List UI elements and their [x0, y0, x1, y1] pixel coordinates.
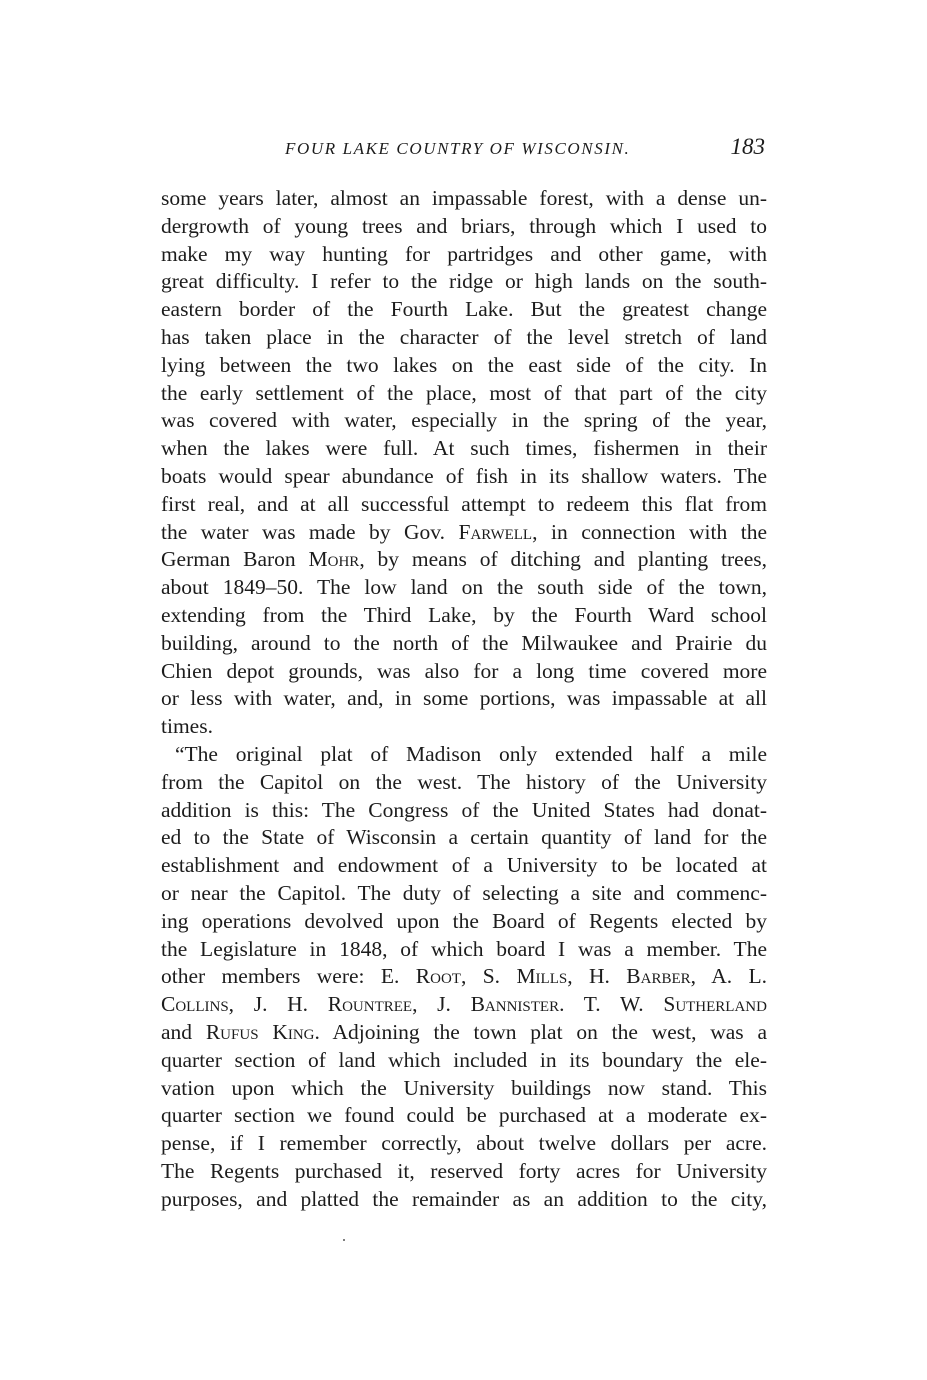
text-run: ing operations devolved upon the Board of Regents elected by	[161, 908, 767, 933]
small-caps-name: Root	[415, 964, 461, 989]
small-caps-name: Bannister	[470, 992, 560, 1017]
text-run: pense, if I remember correctly, about twelve dollars per acre.	[161, 1131, 767, 1156]
text-line	[161, 852, 767, 880]
text-run: , J.	[412, 992, 471, 1017]
text-line	[161, 908, 767, 936]
text-run: great difficulty. I refer to the ridge or high lands on the south-	[161, 269, 767, 294]
text-line	[161, 685, 767, 713]
text-line	[161, 1019, 767, 1047]
text-line	[161, 1130, 767, 1158]
text-run: or less with water, and, in some portions, was impassable at all	[161, 686, 767, 711]
text-line	[161, 324, 767, 352]
small-caps-name: Collins	[161, 992, 229, 1017]
text-run: purposes, and platted the remainder as an addition to the city,	[161, 1186, 767, 1211]
small-caps-name: Barber	[626, 964, 691, 989]
text-run: lying between the two lakes on the east side of the city. In	[161, 352, 767, 377]
text-run: , S.	[460, 964, 517, 989]
text-run: quarter section we found could be purchased at a moderate ex-	[161, 1103, 767, 1128]
text-run: eastern border of the Fourth Lake. But the greatest change	[161, 297, 767, 322]
text-line	[161, 1186, 767, 1214]
text-run: , by means of ditching and planting trees,	[359, 547, 767, 572]
text-line	[161, 268, 767, 296]
text-run: Chien depot grounds, was also for a long time covered more	[161, 658, 767, 683]
text-run: . T. W.	[559, 992, 664, 1017]
text-run: boats would spear abundance of fish in its shallow waters. The	[161, 463, 767, 488]
text-line	[161, 963, 767, 991]
body-text	[161, 185, 767, 1213]
text-run: or near the Capitol. The duty of selecting a site and commenc-	[161, 880, 767, 905]
running-title: FOUR LAKE COUNTRY OF WISCONSIN.	[285, 139, 631, 158]
text-run: other members were: E.	[161, 964, 416, 989]
text-line	[161, 741, 767, 769]
text-run: extending from the Third Lake, by the Fourth Ward school	[161, 602, 767, 627]
small-caps-name: Mohr	[308, 547, 360, 572]
text-line	[161, 435, 767, 463]
text-line	[161, 991, 767, 1019]
text-line	[161, 713, 767, 741]
text-run: some years later, almost an impassable forest, with a dense un-	[161, 186, 767, 210]
text-run: vation upon which the University buildings now stand. This	[161, 1075, 767, 1100]
text-run: establishment and endowment of a University to be located at	[161, 853, 767, 878]
text-run: addition is this: The Congress of the United States had donat-	[161, 797, 767, 822]
text-run: first real, and at all successful attempt to redeem this flat from	[161, 491, 767, 516]
text-run: quarter section of land which included in its boundary the ele-	[161, 1047, 767, 1072]
text-line	[161, 463, 767, 491]
text-line	[161, 1047, 767, 1075]
text-run: and	[161, 1019, 206, 1044]
text-line	[161, 658, 767, 686]
text-line	[161, 1158, 767, 1186]
text-run: the water was made by Gov.	[161, 519, 459, 544]
text-run: . Adjoining the town plat on the west, was a	[314, 1019, 768, 1044]
text-line	[161, 185, 767, 213]
text-run: from the Capitol on the west. The history of the University	[161, 769, 767, 794]
small-caps-name: Sutherland	[663, 992, 767, 1017]
text-run: was covered with water, especially in the spring of the year,	[161, 408, 767, 433]
text-line	[161, 546, 767, 574]
text-run: , H.	[567, 964, 627, 989]
small-caps-name: Farwell	[458, 519, 533, 544]
text-line	[161, 491, 767, 519]
text-run: has taken place in the character of the level stretch of land	[161, 324, 767, 349]
text-run: The Regents purchased it, reserved forty acres for University	[161, 1158, 767, 1183]
text-line	[161, 797, 767, 825]
text-line	[161, 213, 767, 241]
text-line	[161, 241, 767, 269]
text-run: ed to the State of Wisconsin a certain quantity of land for the	[161, 825, 767, 850]
text-run: when the lakes were full. At such times, fishermen in their	[161, 436, 767, 461]
text-run: , J. H.	[228, 992, 328, 1017]
text-line	[161, 1102, 767, 1130]
page-header	[161, 133, 767, 167]
text-line	[161, 602, 767, 630]
text-line	[161, 352, 767, 380]
text-run: the Legislature in 1848, of which board I was a member. The	[161, 936, 767, 961]
text-run: German Baron	[161, 547, 309, 572]
text-run: times.	[161, 714, 213, 739]
text-line	[161, 824, 767, 852]
text-run: , A. L.	[690, 964, 767, 989]
small-caps-name: Rufus King	[205, 1019, 315, 1044]
text-line	[161, 630, 767, 658]
text-line	[161, 1075, 767, 1103]
text-run: “The original plat of Madison only extended half a mile	[175, 741, 767, 766]
text-line	[161, 407, 767, 435]
text-line	[161, 769, 767, 797]
text-line	[161, 519, 767, 547]
text-line	[161, 380, 767, 408]
text-line	[161, 936, 767, 964]
page-number: 183	[730, 134, 765, 159]
small-caps-name: Mills	[516, 964, 568, 989]
print-speck	[343, 1239, 345, 1241]
text-run: about 1849–50. The low land on the south side of the town,	[161, 575, 767, 600]
text-run: building, around to the north of the Milwaukee and Prairie du	[161, 630, 767, 655]
small-caps-name: Rountree	[327, 992, 413, 1017]
text-run: make my way hunting for partridges and other game, with	[161, 241, 767, 266]
text-line	[161, 880, 767, 908]
text-run: dergrowth of young trees and briars, through which I used to	[161, 213, 767, 238]
text-line	[161, 574, 767, 602]
text-line	[161, 296, 767, 324]
text-run: , in connection with the	[532, 519, 767, 544]
text-run: the early settlement of the place, most of that part of the city	[161, 380, 767, 405]
